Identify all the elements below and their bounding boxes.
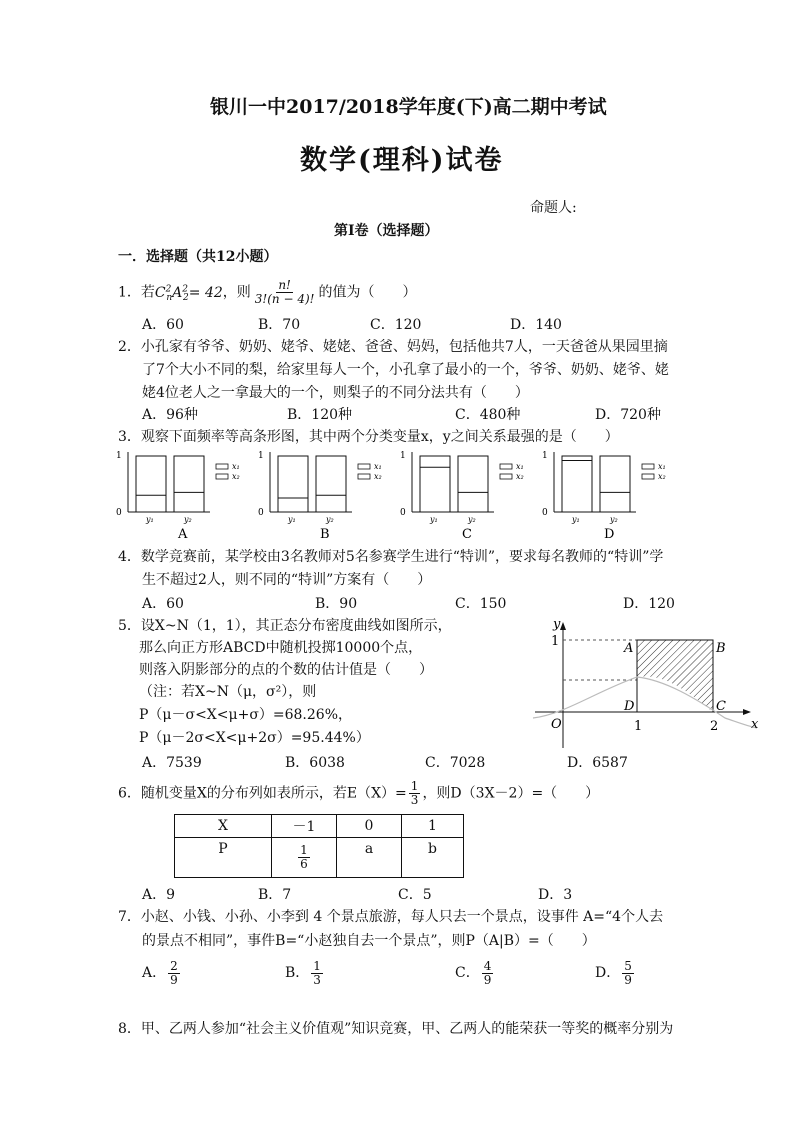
fig-one-x: 1 [634,719,643,734]
q1-fraction [253,279,317,306]
q4-option-b: B．90 [315,596,358,612]
chart-B-y-top-label: 1 [258,451,264,461]
chart-A-legend-1: x₁ [232,462,240,471]
table-row [175,815,464,838]
chart-A-legend-swatch-2 [216,474,228,479]
q1-frac-den: 3!(n − 4)! [254,292,315,307]
q1-mid: ，则 [222,284,251,301]
q2-option-c: C．480种 [455,407,521,423]
chart-C-legend-2: x₂ [516,472,524,481]
q5-line1: 5．设X~N（1，1），其正态分布密度曲线如图所示， [118,618,452,634]
q3-line1: 3．观察下面频率等高条形图，其中两个分类变量x，y之间关系最强的是（ ） [118,429,619,445]
chart-D-bar-1 [562,456,592,512]
q1-pre: 若 [140,284,155,301]
q6-pre: 6．随机变量X的分布列如表所示，若E（X）= [118,785,407,802]
fig-point-c: C [716,699,726,714]
q1-a-sup: 2 [182,284,189,294]
q2-option-d: D．720种 [595,407,661,423]
q7-option-a: A． $\frac{2}{9}$ [142,958,178,987]
table-header-1: 1 [402,815,464,838]
chart-B-cat-1: y₁ [288,515,296,524]
table-cell-p3: b [402,838,464,878]
q5-option-a: A．7539 [142,755,202,771]
shaded-region [637,640,713,712]
q2-line3: 姥4位老人之一拿最大的一个，则梨子的不同分法共有（ ） [142,385,529,401]
q2-option-b: B．120种 [287,407,353,423]
q1-c-sub: n [166,293,173,304]
chart-D-cat-1: y₁ [572,515,580,524]
q1-c: C [154,284,166,301]
chart-D-bar-2 [600,456,630,512]
chart-B-legend-2: x₂ [374,472,382,481]
chart-A-legend-swatch-1 [216,464,228,469]
q5-option-b: B．6038 [285,755,345,771]
chart-C-y-top-label: 1 [400,451,406,461]
chart-B-legend-swatch-1 [358,464,370,469]
q5-line2: 那么向正方形ABCD中随机投掷10000个点， [139,640,423,656]
chart-B-option-label: B [320,527,330,540]
q6-frac-den: 3 [410,793,419,807]
chart-D-legend-1: x₁ [658,462,666,471]
q4-option-c: C．150 [455,596,507,612]
chart-D-option-label: D [604,527,615,540]
q6-frac-num: 1 [410,779,419,793]
fig-origin: O [551,717,562,732]
q5-line6: P（μ－2σ<X<μ+2σ）=95.44%） [139,730,370,746]
q7-option-c: C． $\frac{4}{9}$ [455,958,492,987]
q1-frac-num: n! [278,278,291,293]
q1-eq: = 42 [188,284,223,301]
subject-title: 数学(理科)试卷 [300,145,504,176]
q5-normal-curve-figure [525,618,765,760]
chart-B-bar-2 [316,456,346,512]
table-cell-p1 [272,838,337,878]
fig-y-label: y [553,618,561,632]
table-cell-p2: a [337,838,402,878]
table-row [175,838,464,878]
chart-A-y-zero-label: 0 [116,508,122,518]
chart-C-bar-1 [420,456,450,512]
chart-B-bar-1 [278,456,308,512]
q7-line1: 7．小赵、小钱、小孙、小李到 4 个景点旅游，每人只去一个景点，设事件 A=“4个人去 [118,909,664,925]
q4-line2: 生不超过2人，则不同的“特训”方案有（ ） [142,572,432,588]
chart-D-y-zero-label: 0 [542,508,548,518]
table-row-label-p: P [175,838,272,878]
fig-x-label: x [751,717,759,732]
q6-option-d: D．3 [538,887,573,903]
q5-line3: 则落入阴影部分的点的个数的估计值是（ ） [139,662,433,678]
chart-A-cat-2: y₂ [184,515,192,524]
q7-option-d: D． $\frac{5}{9}$ [595,958,632,987]
q4-line1: 4．数学竞赛前，某学校由3名教师对5名参赛学生进行“特训”，要求每名教师的“特训”学 [118,549,664,565]
author-label: 命题人: [530,200,577,216]
q2-line2: 了7个大小不同的梨，给家里每人一个，小孔拿了最小的一个，爷爷、奶奶、姥爷、姥 [142,362,669,378]
chart-C-legend-1: x₁ [516,462,524,471]
chart-B-legend-1: x₁ [374,462,382,471]
q4-option-a: A．60 [142,596,184,612]
chart-A-bar-1 [136,456,166,512]
fig-two-x: 2 [710,719,719,734]
q7-line2: 的景点不相同”，事件B=“小赵独自去一个景点”，则P（A|B）=（ ） [142,933,596,949]
chart-D-legend-swatch-1 [642,464,654,469]
q5-line4: （注：若X~N（μ，σ²），则 [139,684,317,700]
chart-A-y-top-label: 1 [116,451,122,461]
x-axis-arrow-icon [743,709,751,715]
q7-option-b: B． $\frac{1}{3}$ [285,958,321,987]
q2-option-a: A．96种 [142,407,198,423]
chart-D-cat-2: y₂ [610,515,618,524]
q1-a-sub: 2 [183,293,189,304]
section-title: 一．选择题（共12小题） [118,249,278,265]
school-title: 银川一中2017/2018学年度(下)高二期中考试 [210,96,607,118]
table-header-x: X [175,815,272,838]
question-1 [118,278,416,309]
p1-num: 1 [300,843,308,857]
chart-C-option-label: C [462,527,472,540]
q3-bar-charts [110,448,680,540]
question-6 [118,780,599,807]
chart-A-legend-2: x₂ [232,472,240,481]
chart-B-cat-2: y₂ [326,515,334,524]
q1-option-d: D．140 [510,317,562,333]
q5-line5: P（μ－σ<X<μ+σ）=68.26%， [139,707,353,723]
chart-C-cat-2: y₂ [468,515,476,524]
chart-C-cat-1: y₁ [430,515,438,524]
q1-c-sup: 2 [165,284,172,294]
fig-one-y: 1 [551,634,560,649]
q6-option-a: A．9 [142,887,176,903]
chart-C-legend-swatch-1 [500,464,512,469]
chart-A-cat-1: y₁ [146,515,154,524]
q1-option-c: C．120 [370,317,422,333]
chart-C-bar-2 [458,456,488,512]
chart-D-legend-swatch-2 [642,474,654,479]
table-header-neg1: －1 [272,815,337,838]
q1-number: 1． [118,284,141,301]
fig-point-d: D [624,699,635,714]
fig-point-b: B [716,641,726,656]
fig-point-a: A [624,641,634,656]
q4-option-d: D．120 [623,596,675,612]
p1-den: 6 [300,857,308,871]
chart-D-y-top-label: 1 [542,451,548,461]
chart-C-legend-swatch-2 [500,474,512,479]
q6-fraction [409,780,421,807]
q1-option-a: A．60 [142,317,184,333]
chart-C-y-zero-label: 0 [400,508,406,518]
q5-option-c: C．7028 [425,755,486,771]
q2-line1: 2．小孔家有爷爷、奶奶、姥爷、姥姥、爸爸、妈妈，包括他共7人，一天爸爸从果园里摘 [118,339,668,355]
q5-option-d: D．6587 [567,755,628,771]
y-axis-arrow-icon [560,622,566,630]
q6-post: ，则D（3X－2）=（ ） [422,785,600,802]
chart-B-y-zero-label: 0 [258,508,264,518]
q1-a: A [172,284,183,301]
q6-distribution-table [174,814,464,878]
q6-option-c: C．5 [398,887,432,903]
q6-option-b: B．7 [258,887,292,903]
table-header-0: 0 [337,815,402,838]
chart-A-bar-2 [174,456,204,512]
chart-D-legend-2: x₂ [658,472,666,481]
chart-B-legend-swatch-2 [358,474,370,479]
q1-post: 的值为（ ） [318,284,417,301]
q8-line1: 8．甲、乙两人参加“社会主义价值观”知识竞赛，甲、乙两人的能荣获一等奖的概率分别为 [118,1021,674,1037]
volume-title: 第Ⅰ卷（选择题） [334,223,439,239]
chart-A-option-label: A [178,527,188,540]
q1-option-b: B．70 [258,317,301,333]
